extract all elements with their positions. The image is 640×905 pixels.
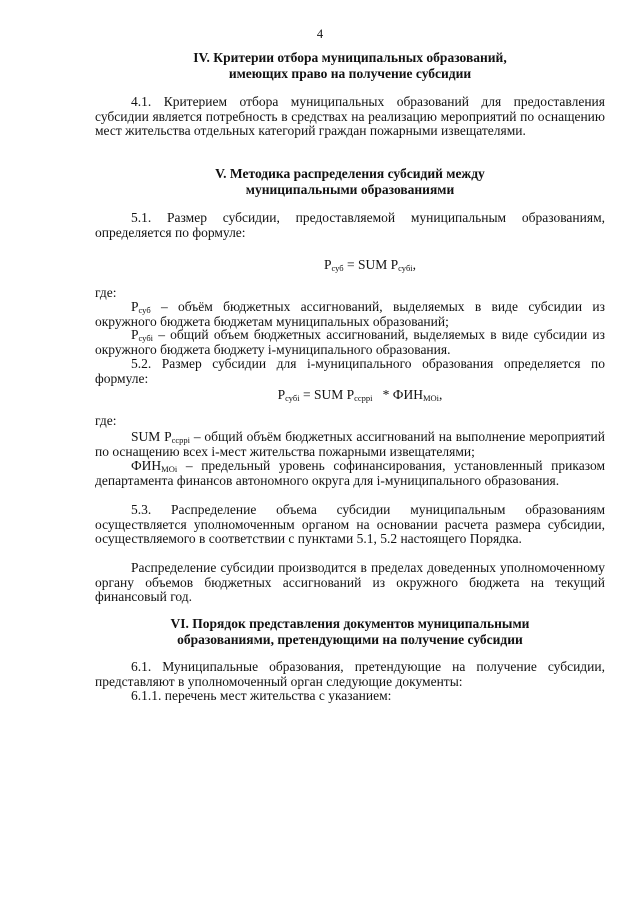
formula2-tail: , — [439, 387, 443, 402]
page-number: 4 — [316, 27, 324, 41]
formula2-op: * ФИН — [372, 387, 423, 402]
formula2-op-sub: МOi — [422, 393, 440, 403]
formula2-lhs: P — [277, 387, 286, 402]
section5-title — [95, 166, 605, 198]
formula1-rhs-sub: субi — [398, 263, 413, 273]
formula2-mid-sub: ссрpi — [354, 393, 373, 403]
section6-title-line2: образованиями, претендующими на получение субсидии — [177, 632, 523, 647]
formula-1 — [95, 257, 605, 272]
def1-sub: суб — [138, 305, 151, 315]
def4-sub: МOi — [161, 464, 178, 474]
formula2-lhs-sub: субi — [285, 393, 300, 403]
def3-symbol: SUM P — [131, 429, 172, 444]
def1-symbol: P — [131, 299, 139, 314]
section6-title-line1: VI. Порядок представления документов муниципальными — [170, 616, 530, 631]
section5-paragraph-distribution: Распределение субсидии производится в пределах доведенных уполномоченному органу объемов бюджетных ассигнований из окружного бюджета на текущий финансовый год. — [95, 560, 605, 605]
formula1-lhs: P — [323, 257, 332, 272]
where-label-2: где: — [95, 413, 117, 428]
def2-text: – общий объем бюджетных ассигнований, выделяемых в виде субсидии из окружного бюджета бюджету i-муниципального образования. — [95, 327, 605, 357]
section5-title-line1: V. Методика распределения субсидий между — [215, 166, 485, 181]
section6-paragraph-6-1: 6.1. Муниципальные образования, претендующие на получение субсидии, представляют в уполномоченный орган следующие документы: — [95, 659, 605, 689]
where-label-1: где: — [95, 285, 117, 300]
section6-paragraph-6-1-1: 6.1.1. перечень мест жительства с указанием: — [131, 688, 392, 703]
section5-paragraph-5-1: 5.1. Размер субсидии, предоставляемой муниципальным образованиям, определяется по формуле: — [95, 210, 605, 240]
formula1-lhs-sub: суб — [331, 263, 344, 273]
definition-sum-p-ssrp — [95, 430, 605, 459]
section5-paragraph-5-2: 5.2. Размер субсидии для i-муниципального образования определяется по формуле: — [95, 356, 605, 386]
def2-sub: субi — [138, 333, 154, 343]
section6-title — [95, 616, 605, 648]
section5-paragraph-5-3: 5.3. Распределение объема субсидии муниципальным образованиям осуществляется уполномоченным органом на основании расчета размера субсидии, осуществляемого в соответствии с пунктами 5.1, 5.2 настоящего Порядка. — [95, 502, 605, 547]
section5-title-line2: муниципальными образованиями — [245, 182, 455, 197]
def4-text: – предельный уровень софинансирования, установленный приказом департамента финансов автономного округа для i-муниципального образования. — [95, 458, 605, 488]
section4-title-line1: IV. Критерии отбора муниципальных образований, — [193, 50, 507, 65]
section4-title-line2: имеющих право на получение субсидии — [228, 66, 472, 81]
def1-text: – объём бюджетных ассигнований, выделяемых в виде субсидии из окружного бюджета бюджетам муниципальных образований; — [95, 299, 605, 329]
definition-p-sub — [95, 300, 605, 329]
def2-symbol: P — [131, 327, 139, 342]
definition-fin-mo — [95, 459, 605, 488]
def3-sub: ссрpi — [171, 435, 191, 445]
formula1-tail: , — [412, 257, 417, 272]
def3-text: – общий объём бюджетных ассигнований на выполнение мероприятий по оснащению всех i-мест жительства пожарными извещателями; — [95, 429, 605, 459]
formula1-rhs: = SUM P — [343, 257, 399, 272]
section4-paragraph-4-1: 4.1. Критерием отбора муниципальных образований для предоставления субсидии является потребность в средствах на реализацию мероприятий по оснащению мест жительства отдельных категорий граждан пожарными извещателями. — [95, 94, 605, 139]
definition-p-sub-i — [95, 328, 605, 357]
formula2-mid: = SUM P — [299, 387, 355, 402]
def4-symbol: ФИН — [131, 458, 162, 473]
section4-title — [95, 50, 605, 82]
formula-2 — [95, 387, 605, 402]
